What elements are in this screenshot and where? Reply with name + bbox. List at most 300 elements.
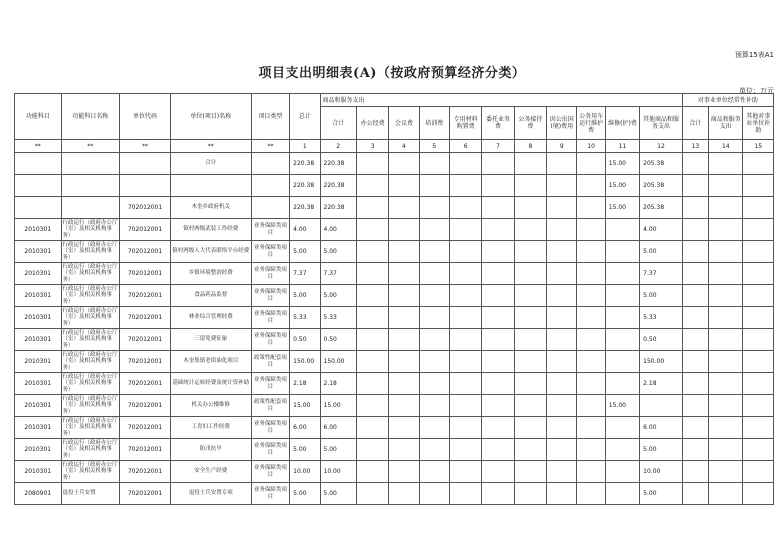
other-cell: 0.50 [640, 329, 683, 351]
travel-abroad-cell [547, 263, 577, 285]
func-code-cell: 2010301 [15, 417, 62, 439]
other-cell: 205.38 [640, 175, 683, 197]
training-cell [419, 285, 449, 307]
index-cell: ** [15, 140, 62, 153]
index-cell: 5 [419, 140, 449, 153]
other-cell: 150.00 [640, 351, 683, 373]
unit-code-cell: 702012001 [120, 263, 171, 285]
index-cell: 8 [514, 140, 546, 153]
support-other-cell [743, 197, 774, 219]
maintenance-cell [605, 219, 639, 241]
travel-abroad-cell [547, 373, 577, 395]
unit-code-cell: 702012001 [120, 219, 171, 241]
support-goods-cell [709, 197, 743, 219]
maintenance-cell [605, 439, 639, 461]
training-cell [419, 373, 449, 395]
header-office: 办公经费 [356, 107, 388, 140]
index-cell: ** [61, 140, 120, 153]
vehicle-cell [577, 483, 605, 505]
support-total-cell [682, 351, 708, 373]
entrust-cell [482, 285, 514, 307]
project-type-cell: 业务保障类项目 [251, 373, 289, 395]
reception-cell [514, 395, 546, 417]
support-goods-cell [709, 307, 743, 329]
meeting-cell [389, 153, 419, 175]
support-goods-cell [709, 329, 743, 351]
materials-cell [449, 483, 481, 505]
training-cell [419, 351, 449, 373]
training-cell [419, 307, 449, 329]
materials-cell [449, 241, 481, 263]
travel-abroad-cell [547, 197, 577, 219]
subtotal-cell: 6.00 [320, 417, 356, 439]
entrust-cell [482, 461, 514, 483]
index-cell: 6 [449, 140, 481, 153]
support-total-cell [682, 219, 708, 241]
func-code-cell: 2010301 [15, 241, 62, 263]
reception-cell [514, 373, 546, 395]
project-type-cell: 业务保障类项目 [251, 329, 289, 351]
vehicle-cell [577, 241, 605, 263]
entrust-cell [482, 373, 514, 395]
func-code-cell: 2010301 [15, 373, 62, 395]
meeting-cell [389, 483, 419, 505]
index-cell: 13 [682, 140, 708, 153]
travel-abroad-cell [547, 417, 577, 439]
entrust-cell [482, 417, 514, 439]
office-cell [356, 417, 388, 439]
unit-code-cell: 702012001 [120, 395, 171, 417]
func-code-cell: 2010301 [15, 439, 62, 461]
table-row [15, 373, 774, 395]
project-type-cell [251, 197, 289, 219]
subtotal-cell: 15.00 [320, 395, 356, 417]
index-cell: 4 [389, 140, 419, 153]
header-entrust: 委托业务费 [482, 107, 514, 140]
header-func-code: 功能科目 [15, 94, 62, 140]
func-code-cell: 2010301 [15, 307, 62, 329]
total-cell: 15.00 [290, 395, 320, 417]
header-meeting: 会议费 [389, 107, 419, 140]
training-cell [419, 175, 449, 197]
unit-code-cell: 702012001 [120, 285, 171, 307]
func-name-cell [61, 197, 120, 219]
table-row [15, 175, 774, 197]
header-func-name: 功能科目名称 [61, 94, 120, 140]
table-row [15, 153, 774, 175]
support-total-cell [682, 373, 708, 395]
index-cell: 15 [743, 140, 774, 153]
support-goods-cell [709, 351, 743, 373]
training-cell [419, 263, 449, 285]
materials-cell [449, 351, 481, 373]
support-other-cell [743, 219, 774, 241]
vehicle-cell [577, 307, 605, 329]
support-total-cell [682, 461, 708, 483]
support-goods-cell [709, 175, 743, 197]
subtotal-cell: 220.38 [320, 197, 356, 219]
unit-name-cell: 三留免费征象 [170, 329, 251, 351]
maintenance-cell [605, 241, 639, 263]
training-cell [419, 153, 449, 175]
support-goods-cell [709, 417, 743, 439]
func-name-cell: 行政运行（政府办公厅（室）及相关机构事务） [61, 307, 120, 329]
func-code-cell: 2010301 [15, 219, 62, 241]
unit-name-cell: 退役士兵安置专项 [170, 483, 251, 505]
materials-cell [449, 439, 481, 461]
vehicle-cell [577, 417, 605, 439]
unit-name-cell: 合计 [170, 153, 251, 175]
project-type-cell: 业务保障类项目 [251, 219, 289, 241]
project-type-cell: 政策性配套项目 [251, 395, 289, 417]
maintenance-cell: 15.00 [605, 175, 639, 197]
index-cell: 11 [605, 140, 639, 153]
unit-code-cell: 702012001 [120, 483, 171, 505]
support-total-cell [682, 395, 708, 417]
entrust-cell [482, 329, 514, 351]
maintenance-cell [605, 483, 639, 505]
entrust-cell [482, 219, 514, 241]
support-goods-cell [709, 395, 743, 417]
reception-cell [514, 483, 546, 505]
unit-name-cell: 乡镇环境整治经费 [170, 263, 251, 285]
table-row [15, 351, 774, 373]
support-other-cell [743, 461, 774, 483]
materials-cell [449, 219, 481, 241]
table-row [15, 483, 774, 505]
support-other-cell [743, 307, 774, 329]
subtotal-cell: 5.33 [320, 307, 356, 329]
subtotal-cell: 2.18 [320, 373, 356, 395]
travel-abroad-cell [547, 153, 577, 175]
total-cell: 5.00 [290, 439, 320, 461]
total-cell: 5.00 [290, 241, 320, 263]
project-type-cell: 业务保障类项目 [251, 417, 289, 439]
subtotal-cell: 7.37 [320, 263, 356, 285]
project-type-cell: 业务保障类项目 [251, 439, 289, 461]
project-type-cell: 业务保障类项目 [251, 263, 289, 285]
unit-name-cell: 食品药品监督 [170, 285, 251, 307]
support-other-cell [743, 153, 774, 175]
unit-code-cell: 702012001 [120, 439, 171, 461]
func-code-cell: 2010301 [15, 329, 62, 351]
support-other-cell [743, 373, 774, 395]
other-cell: 4.00 [640, 219, 683, 241]
training-cell [419, 219, 449, 241]
index-cell: 2 [320, 140, 356, 153]
support-goods-cell [709, 439, 743, 461]
other-cell: 205.38 [640, 197, 683, 219]
reception-cell [514, 351, 546, 373]
travel-abroad-cell [547, 307, 577, 329]
table-row [15, 395, 774, 417]
reception-cell [514, 285, 546, 307]
header-group-goods-services: 商品和服务支出 [320, 94, 682, 107]
support-other-cell [743, 395, 774, 417]
training-cell [419, 241, 449, 263]
support-goods-cell [709, 461, 743, 483]
materials-cell [449, 197, 481, 219]
support-total-cell [682, 307, 708, 329]
subtotal-cell: 220.38 [320, 153, 356, 175]
reception-cell [514, 153, 546, 175]
func-code-cell: 2010301 [15, 395, 62, 417]
table-body [15, 153, 774, 505]
support-other-cell [743, 483, 774, 505]
support-other-cell [743, 417, 774, 439]
materials-cell [449, 395, 481, 417]
subtotal-cell: 4.00 [320, 219, 356, 241]
materials-cell [449, 307, 481, 329]
header-subtotal: 合计 [320, 107, 356, 140]
unit-code-cell: 702012001 [120, 241, 171, 263]
meeting-cell [389, 329, 419, 351]
meeting-cell [389, 351, 419, 373]
maintenance-cell: 15.00 [605, 153, 639, 175]
unit-code-cell: 702012001 [120, 307, 171, 329]
support-goods-cell [709, 219, 743, 241]
project-type-cell: 业务保障类项目 [251, 307, 289, 329]
total-cell: 10.00 [290, 461, 320, 483]
index-cell: 14 [709, 140, 743, 153]
entrust-cell [482, 307, 514, 329]
meeting-cell [389, 439, 419, 461]
office-cell [356, 351, 388, 373]
office-cell [356, 439, 388, 461]
total-cell: 220.38 [290, 153, 320, 175]
header-project-type: 项目类型 [251, 94, 289, 140]
travel-abroad-cell [547, 395, 577, 417]
project-type-cell: 政策性配套项目 [251, 351, 289, 373]
total-cell: 7.37 [290, 263, 320, 285]
travel-abroad-cell [547, 483, 577, 505]
func-name-cell: 退役士兵安置 [61, 483, 120, 505]
unit-name-cell: 机关办公楼维修 [170, 395, 251, 417]
other-cell [640, 395, 683, 417]
entrust-cell [482, 197, 514, 219]
meeting-cell [389, 373, 419, 395]
subtotal-cell: 5.00 [320, 285, 356, 307]
office-cell [356, 241, 388, 263]
travel-abroad-cell [547, 219, 577, 241]
expenditure-table [14, 93, 774, 505]
vehicle-cell [577, 197, 605, 219]
project-type-cell: 业务保障类项目 [251, 461, 289, 483]
header-maintenance: 维修(护)费 [605, 107, 639, 140]
func-code-cell: 2010301 [15, 285, 62, 307]
header-vehicle: 公务用车运行维护费 [577, 107, 605, 140]
meeting-cell [389, 219, 419, 241]
table-row [15, 329, 774, 351]
vehicle-cell [577, 373, 605, 395]
unit-code-cell [120, 153, 171, 175]
office-cell [356, 153, 388, 175]
header-support-goods: 商品和服务支出 [709, 107, 743, 140]
entrust-cell [482, 241, 514, 263]
vehicle-cell [577, 175, 605, 197]
header-group-support: 对事业单位经常性补助 [682, 94, 773, 107]
meeting-cell [389, 175, 419, 197]
support-total-cell [682, 197, 708, 219]
support-other-cell [743, 241, 774, 263]
support-total-cell [682, 241, 708, 263]
entrust-cell [482, 351, 514, 373]
meeting-cell [389, 417, 419, 439]
maintenance-cell [605, 329, 639, 351]
table-row [15, 285, 774, 307]
vehicle-cell [577, 329, 605, 351]
maintenance-cell [605, 263, 639, 285]
index-cell: ** [170, 140, 251, 153]
office-cell [356, 285, 388, 307]
func-name-cell: 行政运行（政府办公厅（室）及相关机构事务） [61, 241, 120, 263]
header-reception: 公务接待费 [514, 107, 546, 140]
total-cell: 0.50 [290, 329, 320, 351]
total-cell: 2.18 [290, 373, 320, 395]
support-other-cell [743, 351, 774, 373]
training-cell [419, 395, 449, 417]
unit-code-cell: 702012001 [120, 461, 171, 483]
training-cell [419, 329, 449, 351]
total-cell: 220.38 [290, 175, 320, 197]
header-total: 总计 [290, 94, 320, 140]
other-cell: 5.00 [640, 439, 683, 461]
maintenance-cell: 15.00 [605, 197, 639, 219]
func-name-cell: 行政运行（政府办公厅（室）及相关机构事务） [61, 439, 120, 461]
func-code-cell: 2080901 [15, 483, 62, 505]
unit-name-cell: 安全生产经费 [170, 461, 251, 483]
office-cell [356, 307, 388, 329]
table-row [15, 307, 774, 329]
index-cell: 1 [290, 140, 320, 153]
meeting-cell [389, 197, 419, 219]
index-cell: ** [120, 140, 171, 153]
materials-cell [449, 153, 481, 175]
reception-cell [514, 439, 546, 461]
subtotal-cell: 5.00 [320, 483, 356, 505]
support-goods-cell [709, 285, 743, 307]
materials-cell [449, 329, 481, 351]
header-travel-abroad: 因公出国(境)费用 [547, 107, 577, 140]
training-cell [419, 483, 449, 505]
index-cell: 7 [482, 140, 514, 153]
table-row [15, 241, 774, 263]
office-cell [356, 175, 388, 197]
index-cell: ** [251, 140, 289, 153]
other-cell: 5.00 [640, 285, 683, 307]
unit-label: 单位：万元 [739, 87, 774, 95]
table-row [15, 439, 774, 461]
func-code-cell: 2010301 [15, 263, 62, 285]
unit-name-cell: 基础统计运转经费及统计资补助 [170, 373, 251, 395]
support-total-cell [682, 263, 708, 285]
index-row [15, 140, 774, 153]
meeting-cell [389, 241, 419, 263]
training-cell [419, 197, 449, 219]
subtotal-cell: 220.38 [320, 175, 356, 197]
form-number: 预算15表A1 [734, 51, 774, 59]
office-cell [356, 395, 388, 417]
func-code-cell: 2010301 [15, 461, 62, 483]
support-total-cell [682, 417, 708, 439]
unit-code-cell: 702012001 [120, 197, 171, 219]
func-code-cell [15, 197, 62, 219]
other-cell: 2.18 [640, 373, 683, 395]
support-other-cell [743, 175, 774, 197]
meeting-cell [389, 307, 419, 329]
travel-abroad-cell [547, 241, 577, 263]
header-unit-name: 单位(项目)名称 [170, 94, 251, 140]
support-other-cell [743, 439, 774, 461]
unit-name-cell: 镇村两级武装工作经费 [170, 219, 251, 241]
office-cell [356, 373, 388, 395]
reception-cell [514, 241, 546, 263]
maintenance-cell [605, 417, 639, 439]
support-goods-cell [709, 373, 743, 395]
reception-cell [514, 307, 546, 329]
maintenance-cell [605, 307, 639, 329]
project-type-cell: 业务保障类项目 [251, 483, 289, 505]
project-type-cell: 业务保障类项目 [251, 241, 289, 263]
unit-code-cell: 702012001 [120, 351, 171, 373]
table-row [15, 263, 774, 285]
reception-cell [514, 219, 546, 241]
reception-cell [514, 417, 546, 439]
vehicle-cell [577, 439, 605, 461]
subtotal-cell: 5.00 [320, 241, 356, 263]
table-row [15, 197, 774, 219]
index-cell: 10 [577, 140, 605, 153]
project-type-cell: 业务保障类项目 [251, 285, 289, 307]
training-cell [419, 417, 449, 439]
reception-cell [514, 175, 546, 197]
vehicle-cell [577, 153, 605, 175]
meeting-cell [389, 263, 419, 285]
total-cell: 5.00 [290, 285, 320, 307]
total-cell: 5.00 [290, 483, 320, 505]
support-other-cell [743, 285, 774, 307]
support-goods-cell [709, 263, 743, 285]
func-code-cell: 2010301 [15, 351, 62, 373]
office-cell [356, 263, 388, 285]
func-name-cell: 行政运行（政府办公厅（室）及相关机构事务） [61, 417, 120, 439]
materials-cell [449, 417, 481, 439]
unit-code-cell: 702012001 [120, 417, 171, 439]
materials-cell [449, 285, 481, 307]
meeting-cell [389, 285, 419, 307]
materials-cell [449, 373, 481, 395]
total-cell: 6.00 [290, 417, 320, 439]
index-cell: 12 [640, 140, 683, 153]
func-name-cell: 行政运行（政府办公厅（室）及相关机构事务） [61, 351, 120, 373]
office-cell [356, 461, 388, 483]
other-cell: 10.00 [640, 461, 683, 483]
office-cell [356, 329, 388, 351]
unit-code-cell: 702012001 [120, 329, 171, 351]
reception-cell [514, 461, 546, 483]
table-row [15, 461, 774, 483]
travel-abroad-cell [547, 329, 577, 351]
subtotal-cell: 0.50 [320, 329, 356, 351]
travel-abroad-cell [547, 285, 577, 307]
unit-name-cell: 工青妇工作经费 [170, 417, 251, 439]
office-cell [356, 219, 388, 241]
other-cell: 6.00 [640, 417, 683, 439]
func-code-cell [15, 153, 62, 175]
func-name-cell [61, 175, 120, 197]
func-name-cell: 行政运行（政府办公厅（室）及相关机构事务） [61, 329, 120, 351]
training-cell [419, 439, 449, 461]
